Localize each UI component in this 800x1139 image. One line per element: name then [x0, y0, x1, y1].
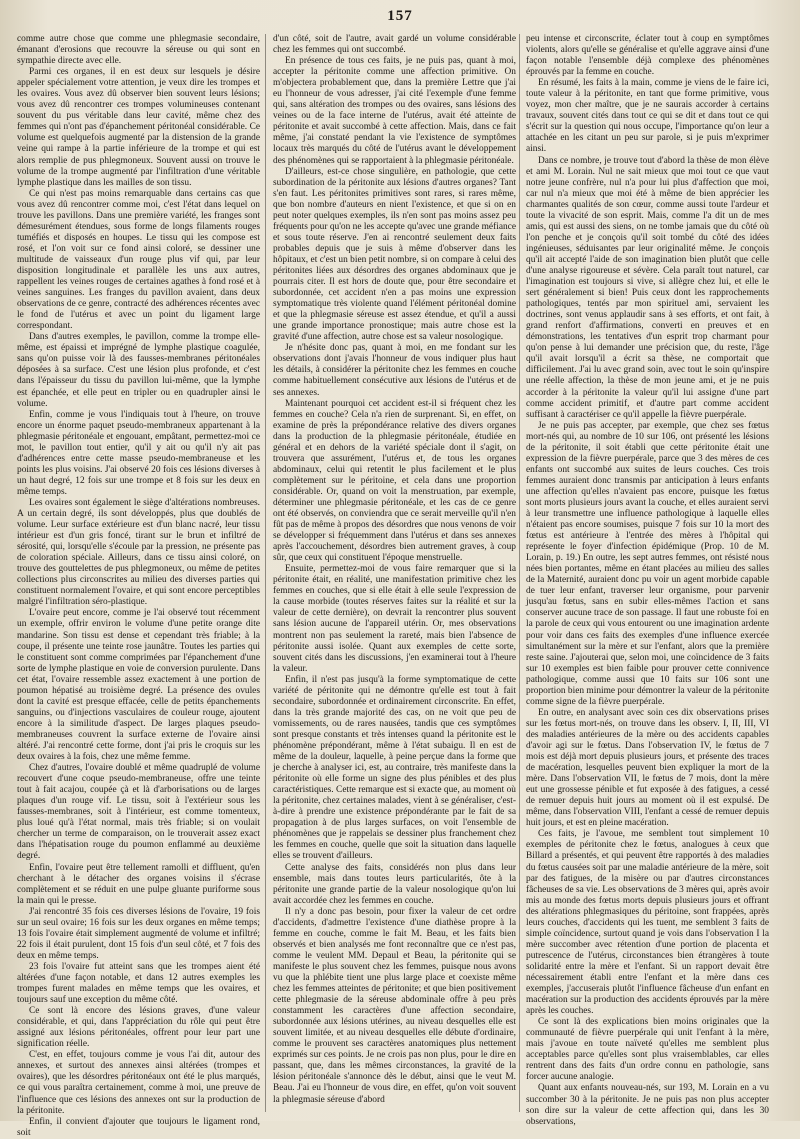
paragraph: Ce sont là encore des lésions graves, d'une valeur considérable, et qui, dans l'appréciation du rôle qui peut être assigné aux lésions péritonéales, offrent pour leur part une signification réelle.: [17, 1006, 260, 1050]
paragraph: Les ovaires sont également le siège d'altérations nombreuses. A un certain degré, ils sont développés, plus que doublés de volume. Leur surface extérieure est d'un blanc nacré, leur tissu intérieur est d'un gris foncé, tirant sur le brun et infiltré de sérosité, qui, lorsqu'elle s'écoule par la pression, ne présente pas de coloration spéciale. Ailleurs, dans ce tissu ainsi coloré, on trouve des gouttelettes de pus phlegmoneux, ou même de petites collections plus circonscrites au milieu des diverses parties qui constituent normalement l'ovaire, et qui sont encore perceptibles malgré l'infiltration séro-plastique.: [17, 497, 260, 608]
paragraph: Ce qui n'est pas moins remarquable dans certains cas que vous avez dû rencontrer comme moi, c'est l'état dans lequel on trouve les pavillons. Dans une première variété, les franges sont démesurément étendues, sous forme de longs filaments rouges tuméfiés et disposés en houpes. Le tissu qui les compose est rosé, et l'on voit sur ce fond ainsi coloré, se dessiner une multitude de vaisseaux d'un rouge plus vif qui, par leur disposition longitudinale et parallèle les uns aux autres, rappellent les veines rouges de certaines agathes à fond rosé et à veines sanguines. Les franges du pavillon avaient, dans deux observations de ce genre, contracté des adhérences récentes avec le fond de l'utérus et avec un point du ligament large correspondant.: [17, 188, 260, 332]
text-column-2: [273, 34, 516, 1112]
paragraph: En présence de tous ces faits, je ne puis pas, quant à moi, accepter la péritonite comme une affection primitive. On m'objectera probablement que, dans la première Lettre que j'ai eu l'honneur de vous adresser, j'ai cité l'exemple d'une femme qui, sans altération des trompes ou des ovaires, sans lésions des veines ou de la face interne de l'utérus, avait été atteinte de péritonite et avait succombé à cette affection. Mais, dans ce fait même, j'ai constaté pendant la vie l'existence de symptômes locaux très marqués du côté de l'utérus avant le développement des phénomènes qui se rapportaient à la phlegmasie péritonéale.: [273, 56, 516, 166]
paragraph: Quant aux enfants nouveau-nés, sur 193, M. Lorain en a vu succomber 30 à la péritonite. Je ne puis pas non plus accepter son dire sur la valeur de cette affection qui, dans les 30 observations,: [526, 1083, 769, 1127]
paragraph: Parmi ces organes, il en est deux sur lesquels je désire appeler spécialement votre attention, je veux dire les trompes et les ovaires. Vous avez dû observer bien souvent leurs lésions; vous avez dû rencontrer ces trompes volumineuses contenant souvent du pus véritable dans leur cavité, même chez des femmes qui n'ont pas d'épanchement péritonéal considérable. Ce volume est quelquefois augmenté par la distension de la grande veine qui rampe à la partie inférieure de la trompe et qui est alors remplie de pus phlegmoneux. Souvent aussi on trouve le volume de la trompe augmenté par l'infiltration d'une véritable lymphe plastique dans les mailles de son tissu.: [17, 67, 260, 188]
paragraph: En résumé, les faits à la main, comme je viens de le faire ici, toute valeur à la péritonite, en tant que forme primitive, vous voyez, mon cher maître, que je ne saurais accorder à certains travaux, souvent cités dans tout ce qui se dit et dans tout ce qui s'écrit sur la question qui nous occupe, l'importance qu'on leur a attachée en les citant un peu sur parole, si je puis m'exprimer ainsi.: [526, 78, 769, 155]
paragraph: Ce sont là des explications bien moins originales que la communauté de fièvre puerpérale qui unit l'enfant à la mère, mais j'avoue en toute naïveté qu'elles me semblent plus acceptables parce qu'elles sont plus vraisemblables, car elles rentrent dans des faits d'un ordre connu en pathologie, sans forcer aucune analogie.: [526, 1017, 769, 1083]
paragraph: Dans d'autres exemples, le pavillon, comme la trompe elle-même, est épaissi et imprégné de lymphe plastique coagulée, sans qu'on puisse voir là des fausses-membranes péritonéales déposées à sa surface. C'est une lésion plus profonde, et c'est dans l'épaisseur du tissu du pavillon lui-même, que la lymphe est épanchée, et elle peut en tripler ou en quadrupler ainsi le volume.: [17, 332, 260, 409]
paragraph: Ces faits, je l'avoue, me semblent tout simplement 10 exemples de péritonite chez le fœtus, analogues à ceux que Billard a présentés, et qui peuvent être rapportés à des maladies du fœtus causées soit par une maladie antérieure de la mère, soit par des fatigues, de la misère ou par d'autres circonstances fâcheuses de sa vie. Les observations de 3 mères qui, après avoir mis au monde des fœtus morts depuis plusieurs jours et offrant des altérations phlegmasiques du péritoine, sont frappées, après leurs couches, d'accidents qui les tuent, me semblent 3 faits de simple coïncidence, surtout quand je vois dans l'observation I la mère succomber avec rétention d'une portion de placenta et putrescence de l'utérus, circonstances bien étrangères à toute solidarité entre la mère et l'enfant. Si un rapport devait être nécessairement établi entre l'enfant et la mère dans ces exemples, j'accuserais plutôt l'influence fâcheuse d'un enfant en macération sur la production des accidents éprouvés par la mère après les couches.: [526, 829, 769, 1017]
paragraph: Enfin, comme je vous l'indiquais tout à l'heure, on trouve encore un énorme paquet pseudo-membraneux appartenant à la phlegmasie péritonéale et engouant, empâtant, permettez-moi ce mot, le pavillon tout entier, qu'il y ait ou qu'il n'y ait pas d'adhérences entre cette masse pseudo-membraneuse et les points les plus voisins. J'ai observé 20 fois ces lésions diverses à un haut degré, 12 fois sur une trompe et 8 fois sur les deux en même temps.: [17, 409, 260, 497]
paragraph: C'est, en effet, toujours comme je vous l'ai dit, autour des annexes, et surtout des annexes ainsi altérées (trompes et ovaires), que les désordres péritonéaux ont été le plus marqués, ce qui vous paraîtra certainement, comme à moi, une preuve de l'influence que ces lésions des annexes ont sur la production de la péritonite.: [17, 1050, 260, 1116]
text-column-3: [526, 34, 769, 1127]
column-rule: [519, 34, 520, 1112]
paragraph: Maintenant pourquoi cet accident est-il si fréquent chez les femmes en couche? Cela n'a rien de surprenant. Si, en effet, on examine de près la prépondérance relative des divers organes dans la production de la phlegmasie péritonéale, étudiée en général et en dehors de la variété spéciale dont il s'agit, on trouvera que assurément, l'utérus et, de tous les organes abdominaux, celui qui retentit le plus facilement et le plus complètement sur le péritoine, et cela dans une proportion considérable. Or, quand on voit la menstruation, par exemple, déterminer une phlegmasie péritonéale, et les cas de ce genre ont été observés, on conviendra que ce serait merveille qu'il n'en fût pas de même à propos des désordres que nous venons de voir se développer si fréquemment dans l'utérus et dans ses annexes après l'accouchement, désordres bien autrement graves, à coup sûr, que ceux qui constituent l'époque menstruelle.: [273, 398, 516, 564]
paragraph: Je ne puis pas accepter, par exemple, que chez ses fœtus mort-nés qui, au nombre de 10 sur 106, ont présenté les lésions de la péritonite, il soit établi que cette péritonite était une expression de la fièvre puerpérale, parce que 3 des mères de ces enfants ont succombé aux suites de leurs couches. Ces trois femmes auraient donc transmis par anticipation à leurs enfants une affection qu'elles n'avaient pas encore, puisque les fœtus sont morts plusieurs jours avant la couche, et elles auraient servi à leur transmettre une influence pathologique à laquelle elles n'étaient pas encore soumises, puisque 7 fois sur 10 la mort des fœtus est antérieure à l'entrée des mères à l'hôpital qui représente le foyer d'infection épidémique (Prop. 10 de M. Lorain, p. 19.) En outre, les sept autres femmes, ont résisté nous nées bien portantes, même en étant placées au milieu des salles de la Maternité, auraient donc pu voir un agent morbide capable de tuer leur enfant, traverser leur organisme, pour parvenir jusqu'au fœtus, sans en subir elles-mêmes l'action et sans conserver aucune trace de son passage. Il faut une robuste foi en la parole de ceux qui vous entourent ou une imagination ardente pour voir dans ces faits des exemples d'une influence exercée simultanément sur la mère et sur l'enfant, alors que la première reste saine. J'ajouterai que, selon moi, une coïncidence de 3 faits sur 10 exemples est bien faible pour prouver cette connivence pathologique, comme aussi que 10 faits sur 106 sont une proportion bien minime pour démontrer la valeur de la péritonite comme signe de la fièvre puerpérale.: [526, 420, 769, 707]
paragraph: Cette analyse des faits, considérés non plus dans leur ensemble, mais dans toutes leurs particularités, ôte à la péritonite une grande partie de la valeur nosologique qu'on lui avait accordée chez les femmes en couche.: [273, 862, 516, 906]
paragraph: Dans ce nombre, je trouve tout d'abord la thèse de mon élève et ami M. Lorain. Nul ne sait mieux que moi tout ce que vaut notre jeune confrère, nul n'a pour lui plus d'affection que moi, car nul n'a mieux que moi été à même de bien apprécier les charmantes qualités de son cœur, comme aussi toute l'ardeur et toute la vivacité de son esprit. Mais, comme l'a dit un de mes amis, qui est aussi des siens, on ne tombe jamais que du côté où l'on penche et je conçois qu'il soit tombé du côté des idées ingénieuses, séduisantes par leur originalité même. Je conçois qu'il ait accepté l'aide de son imagination bien plutôt que celle d'une analyse rigoureuse et sévère. Cela paraît tout naturel, car l'imagination est toujours si vive, si allègre chez lui, et elle le sert généralement si bien! Puis ceux dont les rapprochements pathologiques, tentés par mon spirituel ami, servaient les doctrines, sont venus applaudir sans à ses efforts, et ont fait, à grand renfort d'affirmations, converti en preuves et en démonstrations, les tentatives d'un esprit trop charmant pour qu'on pense à lui demander une précision que, du reste, l'âge qu'il avait lorsqu'il a écrit sa thèse, ne comportait que difficilement. J'ai lu avec grand soin, avec tout le soin qu'inspire une réelle affection, la thèse de mon jeune ami, et je ne puis accorder à la péritonite la valeur qu'il lui assigne d'une part comme accident primitif, et d'autre part comme accident suffisant à caractériser ce qu'il appelle la fièvre puerpérale.: [526, 155, 769, 420]
paragraph: L'ovaire peut encore, comme je l'ai observé tout récemment un exemple, offrir environ le volume d'une petite orange dite mandarine. Son tissu est dense et cependant très friable; à la coupe, il présente une teinte rose jaunâtre. Toutes les parties qui le constituent sont comme comprimées par l'épanchement d'une sorte de lymphe plastique en voie de conversion purulente. Dans cet état, l'ovaire ressemble assez exactement à une portion de poumon hépatisé au troisième degré. La présence des ovules dont la cavité est presque effacée, celle de petits épanchements sanguins, ou d'injections vasculaires de couleur rouge, ajoutent encore à la similitude d'aspect. De larges plaques pseudo-membraneuses couvrent la surface externe de l'ovaire ainsi altéré. J'ai rencontré cette forme, dont j'ai pris le croquis sur les deux ovaires à la fois, chez une même femme.: [17, 608, 260, 763]
paragraph: d'un côté, soit de l'autre, avait gardé un volume considérable chez les femmes qui ont succombé.: [273, 34, 516, 56]
paragraph: En outre, en analysant avec soin ces dix observations prises sur les fœtus mort-nés, on trouve dans les observ. I, II, III, VI des maladies antérieures de la mère ou des accidents capables d'avoir agi sur le fœtus. Dans l'observation IV, le fœtus de 7 mois est déjà mort depuis plusieurs jours, et présente des traces de macération, lesquelles peuvent bien expliquer la mort de la mère. Dans l'observation VII, le fœtus de 7 mois, dont la mère eut une grossesse pénible et fut exposée à des fatigues, a cessé de remuer depuis huit jours au moment où il est expulsé. De même, dans l'observation VIII, l'enfant a cessé de remuer depuis huit jours, et est en pleine macération.: [526, 707, 769, 829]
paragraph: Ensuite, permettez-moi de vous faire remarquer que si la péritonite était, en réalité, une manifestation primitive chez les femmes en couches, que si elle était à elle seule l'expression de la cause morbide (toutes réserves faites sur la réalité et sur la valeur de cette dernière), on devrait la rencontrer plus souvent sans lésion aucune de l'appareil utérin. Or, mes observations montrent non pas seulement la rareté, mais bien l'absence de péritonite aussi isolée. Quant aux exemples de cette sorte, souvent cités dans les discussions, j'en examinerai tout à l'heure la valeur.: [273, 564, 516, 674]
paragraph: Enfin, il n'est pas jusqu'à la forme symptomatique de cette variété de péritonite qui ne démontre qu'elle est tout à fait secondaire, subordonnée et ordinairement circonscrite. En effet, dans la très grande majorité des cas, on ne voit que peu de vomissements, ou de rares nausées, tandis que ces symptômes sont presque constants et très intenses quand la péritonite est le phénomène prépondérant, même à l'état subaigu. Il en est de même de la douleur, laquelle, à peine perçue dans la forme que je cherche à analyser ici, est, au contraire, très manifeste dans la péritonite où elle forme un signe des plus pénibles et des plus caractéristiques. Cette remarque est si exacte que, au moment où la péritonite, chez certaines malades, vient à se généraliser, c'est-à-dire à prendre une existence prépondérante par le fait de sa propagation à de plus larges surfaces, on voit l'ensemble de phénomènes que je rappelais se dessiner plus franchement chez les femmes en couche, quelle que soit la situation dans laquelle elles se trouvent d'ailleurs.: [273, 674, 516, 862]
paragraph: Enfin, l'ovaire peut être tellement ramolli et diffluent, qu'en cherchant à le détacher des organes voisins il s'écrase complètement et se réduit en une pulpe gluante puriforme sous la main qui le presse.: [17, 862, 260, 906]
paragraph: Il n'y a donc pas besoin, pour fixer la valeur de cet ordre d'accidents, d'admettre l'existence d'une diathèse propre à la femme en couche, comme le fait M. Beau, et les faits bien observés et bien analysés me font reconnaître que ce n'est pas, comme le veulent MM. Depaul et Beau, la péritonite qui se manifeste le plus souvent chez les femmes, puisque nous avons vu que la phlébite tient une plus large place et coexiste même chez les femmes atteintes de péritonite; et que bien positivement cette phlegmasie de la séreuse abdominale offre à peu près constamment les caractères d'une affection secondaire, subordonnée aux lésions utérines, au niveau desquelles elle est souvent limitée, et au niveau desquelles elle débute d'ordinaire, comme le prouvent ses caractères anatomiques plus nettement exprimés sur ces points. Je ne crois pas non plus, pour le dire en passant, que, dans les mêmes circonstances, la gravité de la lésion péritonéale s'annonce dès le début, ainsi que le veut M. Beau. J'ai eu l'honneur de vous dire, en effet, qu'on voit souvent la phlegmasie séreuse d'abord: [273, 906, 516, 1105]
paragraph: J'ai rencontré 35 fois ces diverses lésions de l'ovaire, 19 fois sur un seul ovaire; 16 fois sur les deux organes en même temps; 13 fois l'ovaire était simplement augmenté de volume et infiltré; 22 fois il était purulent, dont 15 fois d'un seul côté, et 7 fois des deux en même temps.: [17, 906, 260, 961]
paragraph: peu intense et circonscrite, éclater tout à coup en symptômes violents, alors qu'elle se généralise et qu'elle aggrave ainsi d'une façon notable l'ensemble déjà complexe des phénomènes éprouvés par la femme en couche.: [526, 34, 769, 78]
paragraph: 23 fois l'ovaire fut atteint sans que les trompes aient été altérées d'une façon notable, et dans 12 autres exemples les trompes furent malades en même temps que les ovaires, et toujours sauf une exception du même côté.: [17, 961, 260, 1006]
paragraph: Je n'hésite donc pas, quant à moi, en me fondant sur les observations dont j'avais l'honneur de vous indiquer plus haut les détails, à considérer la péritonite chez les femmes en couche comme habituellement consécutive aux lésions de l'utérus et de ses annexes.: [273, 343, 516, 398]
paragraph: Chez d'autres, l'ovaire doublé et même quadruplé de volume recouvert d'une coque pseudo-membraneuse, offre une teinte tout à fait acajou, coupée çà et là d'arborisations ou de larges plaques d'un rouge vif. Le tissu, soit à l'extérieur sous les fausses-membranes, soit à l'intérieur, est comme tomenteux, plus loué qu'à l'état normal, mais très friable; si on voulait chercher un terme de comparaison, on le trouverait assez exact dans l'hépatisation rouge du poumon enflammé au deuxième degré.: [17, 763, 260, 862]
text-column-1: [17, 34, 260, 1138]
page-number: 157: [387, 8, 413, 24]
paragraph: comme autre chose que comme une phlegmasie secondaire, émanant d'erosions que recouvre la séreuse ou qui sont en sympathie directe avec elle.: [17, 34, 260, 67]
column-rule: [265, 34, 266, 1112]
paragraph: Enfin, il convient d'ajouter que toujours le ligament rond, soit: [17, 1116, 260, 1138]
paragraph: D'ailleurs, est-ce chose singulière, en pathologie, que cette subordination de la péritonite aux lésions d'autres organes? Tant s'en faut. Les péritonites primitives sont rares, si rares même, que bon nombre d'auteurs en nient l'existence, et que si on en peut noter quelques exemples, ils n'en sont pas moins assez peu fréquents pour qu'on ne les accepte qu'avec une grande méfiance et sous toute réserve. J'en ai rencontré seulement deux faits probables depuis que je suis à même d'observer dans les hôpitaux, et c'est un bien petit nombre, si on compare à celui des péritonites liées aux désordres des organes abdominaux que je pourrais citer. Il est hors de doute que, pour être secondaire et subordonnée, cet accident n'en a pas moins une expression symptomatique très violente quand l'élément péritonéal domine et que la phlegmasie séreuse est assez étendue, et qu'il a aussi une grande importance pronostique; mais autre chose est la gravité d'une affection, autre chose est sa valeur nosologique.: [273, 166, 516, 343]
